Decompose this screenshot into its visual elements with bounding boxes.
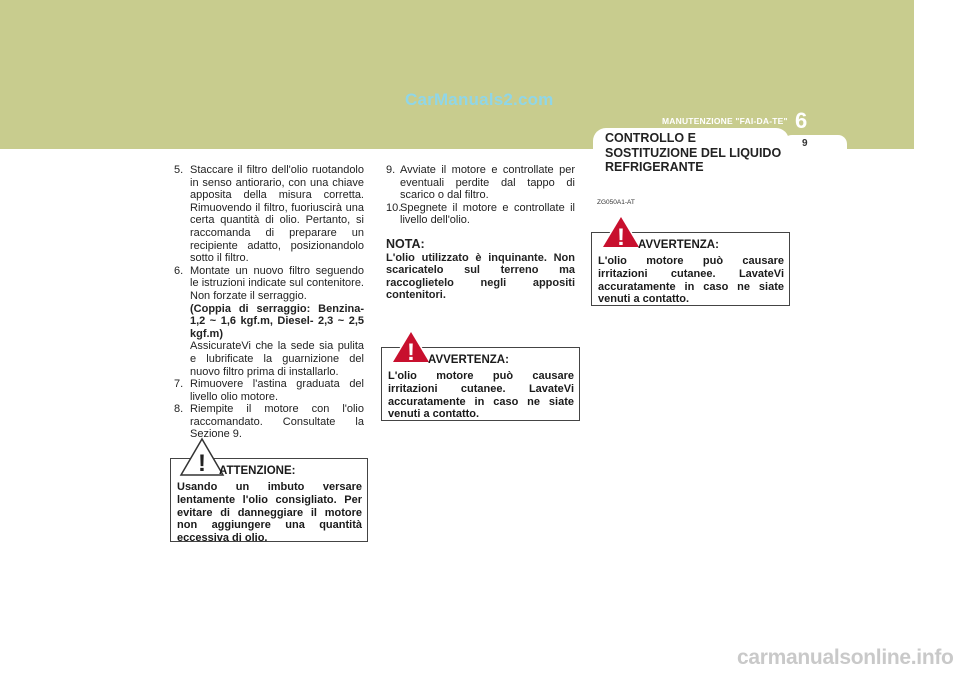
warning-title: AVVERTENZA:: [428, 354, 509, 366]
note-body: L'olio utilizzato è inquinante. Non scaricatelo sul terreno ma raccoglietelo negli appositi contenitori.: [386, 251, 575, 302]
list-item: 5. Staccare il filtro dell'olio ruotandolo in senso antiorario, con una chiave apposita della misura corretta. Rimuovendo il filtro, fuoriuscirà una certa quantità di olio. Pertanto, si raccomanda di preparare un recipiente adatto, posizionandolo sotto il filtro.: [174, 164, 364, 265]
chapter-title: MANUTENZIONE "FAI-DA-TE": [662, 116, 788, 126]
header-band: [0, 0, 914, 149]
svg-text:!: !: [617, 224, 625, 251]
chapter-number: 6: [795, 108, 808, 133]
caution-title: ATTENZIONE:: [219, 465, 296, 477]
caution-box: [170, 450, 368, 545]
caution-body: Usando un imbuto versare lentamente l'olio consigliato. Per evitare di danneggiare il motore non aggiungere una quantità eccessiva di olio.: [177, 481, 362, 545]
torque-spec: (Coppia di serraggio: Benzina- 1,2 ~ 1,6 kgf.m, Diesel- 2,3 ~ 2,5 kgf.m): [190, 302, 364, 340]
warning-box-middle: [381, 339, 580, 421]
middle-column: [386, 164, 575, 302]
warning-body: L'olio motore può causare irritazioni cutanee. LavateVi accuratamente in caso ne siate venuti a contatto.: [388, 370, 574, 421]
svg-text:!: !: [407, 339, 415, 366]
list-item: 9. Avviate il motore e controllate per eventuali perdite dal tappo di scarico o dal filtro.: [386, 164, 575, 202]
footer-watermark[interactable]: carmanualsonline.info: [737, 646, 954, 669]
reference-code: ZG050A1-AT: [597, 199, 635, 206]
section-title: CONTROLLO E SOSTITUZIONE DEL LIQUIDO REFRIGERANTE: [605, 131, 782, 174]
warning-title: AVVERTENZA:: [638, 239, 719, 251]
watermark-link[interactable]: CarManuals2.com: [405, 90, 554, 109]
page-number: 9: [802, 138, 808, 149]
list-item: 6. Montate un nuovo filtro seguendo le istruzioni indicate sul contenitore. Non forzate il serraggio. (Coppia di serraggio: Benzina- 1,2 ~ 1,6 kgf.m, Diesel- 2,3 ~ 2,5 kgf.m) AssicurateVi che la sede sia pulita e lubrificate la guarnizione del nuovo filtro prima di installarlo.: [174, 264, 364, 378]
list-item: 10. Spegnete il motore e controllate il livello dell'olio.: [386, 201, 575, 227]
page-tab: [783, 135, 847, 149]
list-item: 7. Rimuovere l'astina graduata del livello olio motore.: [174, 378, 364, 403]
svg-text:!: !: [198, 450, 206, 477]
warning-body: L'olio motore può causare irritazioni cutanee. LavateVi accuratamente in caso ne siate venuti a contatto.: [598, 255, 784, 306]
left-column: [174, 164, 364, 441]
note-title: NOTA:: [386, 236, 425, 251]
warning-box-right: [591, 224, 790, 306]
list-item: 8. Riempite il motore con l'olio raccomandato. Consultate la Sezione 9.: [174, 403, 364, 441]
